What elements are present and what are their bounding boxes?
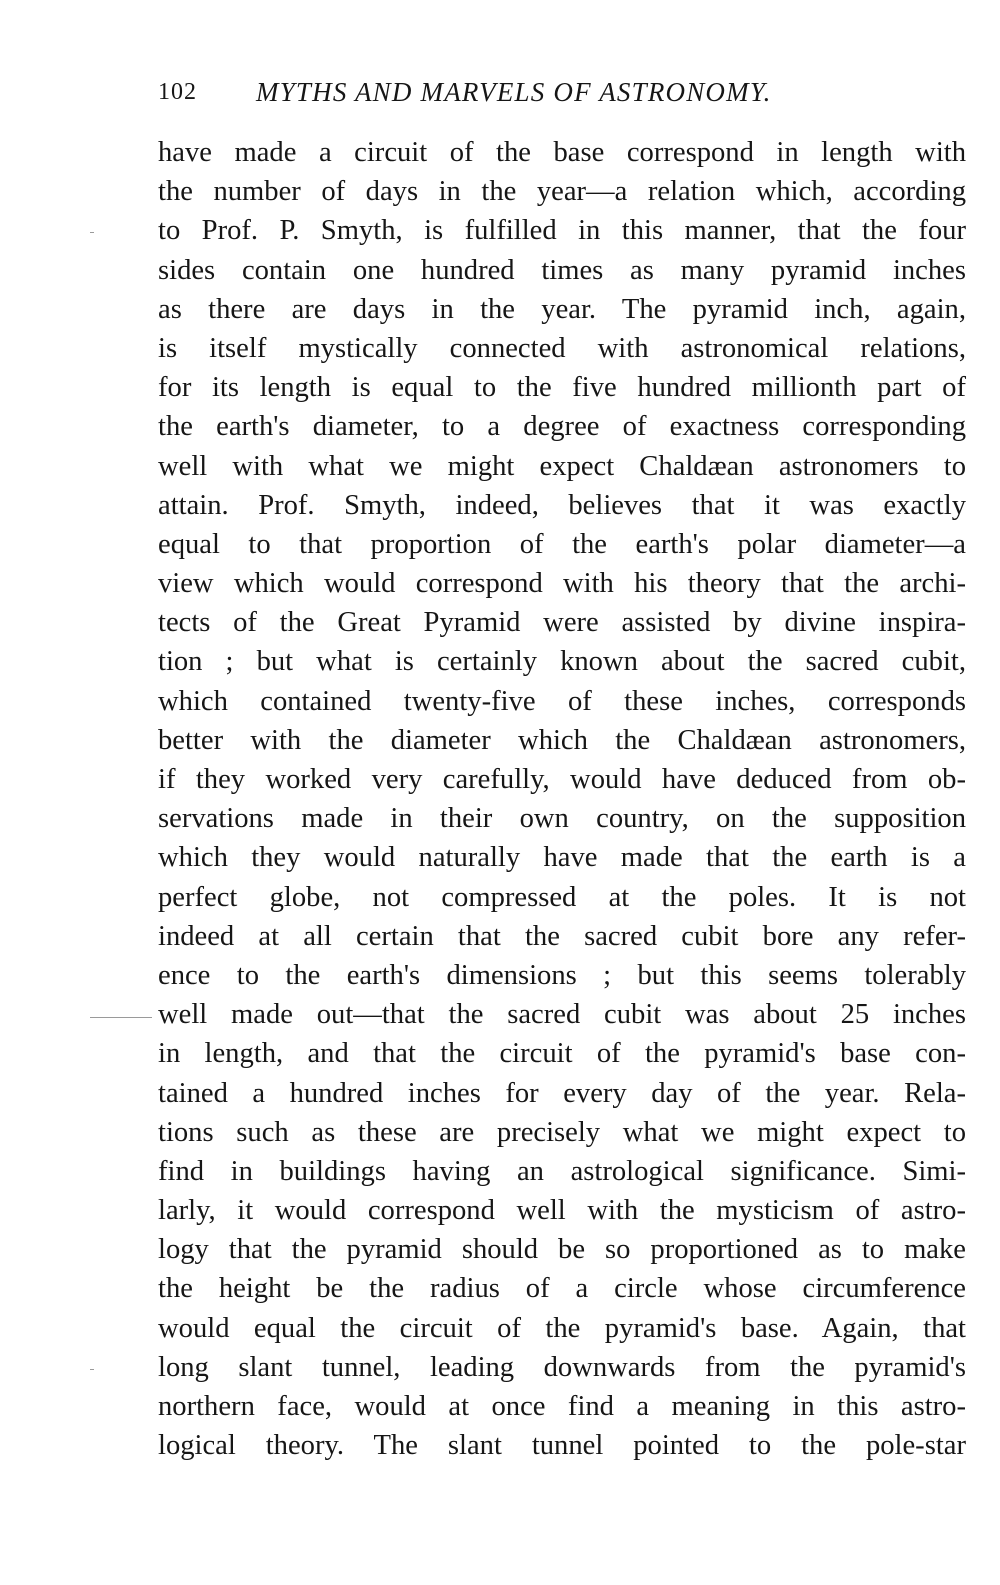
text-line: sides contain one hundred times as many pyramid inches [158,254,966,286]
text-line: well made out—that the sacred cubit was about 25 inches [158,999,966,1031]
running-head [158,72,966,112]
text-line: as there are days in the year. The pyramid inch, again, [158,293,966,325]
text-line: logical theory. The slant tunnel pointed to the pole-star [158,1430,966,1462]
text-line: equal to that proportion of the earth's polar diameter—a [158,528,966,560]
text-line: long slant tunnel, leading downwards from the pyramid's [158,1351,966,1383]
text-line: find in buildings having an astrological significance. Simi- [158,1155,966,1187]
text-line: the height be the radius of a circle whose circumference [158,1273,966,1305]
text-line: logy that the pyramid should be so proportioned as to make [158,1234,966,1266]
text-line: tects of the Great Pyramid were assisted by divine inspira- [158,607,966,639]
margin-mark [90,232,94,233]
text-line: the number of days in the year—a relation which, according [158,176,966,208]
text-line: is itself mystically connected with astronomical relations, [158,332,966,364]
text-line: view which would correspond with his theory that the archi- [158,568,966,600]
text-line: have made a circuit of the base correspond in length with [158,137,966,168]
text-line: tion ; but what is certainly known about the sacred cubit, [158,646,966,678]
text-line: for its length is equal to the five hundred millionth part of [158,372,966,404]
text-line: larly, it would correspond well with the mysticism of astro- [158,1195,966,1227]
text-line: in length, and that the circuit of the pyramid's base con- [158,1038,966,1070]
running-title: MYTHS AND MARVELS OF ASTRONOMY. [256,77,772,107]
text-line: to Prof. P. Smyth, is fulfilled in this manner, that the four [158,215,966,247]
text-line: indeed at all certain that the sacred cubit bore any refer- [158,920,966,952]
margin-mark [90,1369,94,1370]
text-line: better with the diameter which the Chaldæan astronomers, [158,724,966,756]
text-line: the earth's diameter, to a degree of exactness corresponding [158,411,966,443]
text-line: attain. Prof. Smyth, indeed, believes that it was exactly [158,489,966,521]
text-line: which contained twenty-five of these inches, corresponds [158,685,966,717]
text-line: well with what we might expect Chaldæan astronomers to [158,450,966,482]
text-line: servations made in their own country, on the supposition [158,803,966,835]
text-line: tions such as these are precisely what we might expect to [158,1116,966,1148]
text-line: if they worked very carefully, would have deduced from ob- [158,764,966,795]
page-number: 102 [158,79,197,105]
body-text [158,133,966,1465]
text-line: ence to the earth's dimensions ; but this seems tolerably [158,959,966,991]
text-line: would equal the circuit of the pyramid's base. Again, that [158,1312,966,1344]
margin-rule [90,1017,152,1018]
text-line: northern face, would at once find a meaning in this astro- [158,1391,966,1422]
text-line: which they would naturally have made that the earth is a [158,842,966,874]
text-line: tained a hundred inches for every day of the year. Rela- [158,1077,966,1109]
text-line: perfect globe, not compressed at the poles. It is not [158,881,966,913]
